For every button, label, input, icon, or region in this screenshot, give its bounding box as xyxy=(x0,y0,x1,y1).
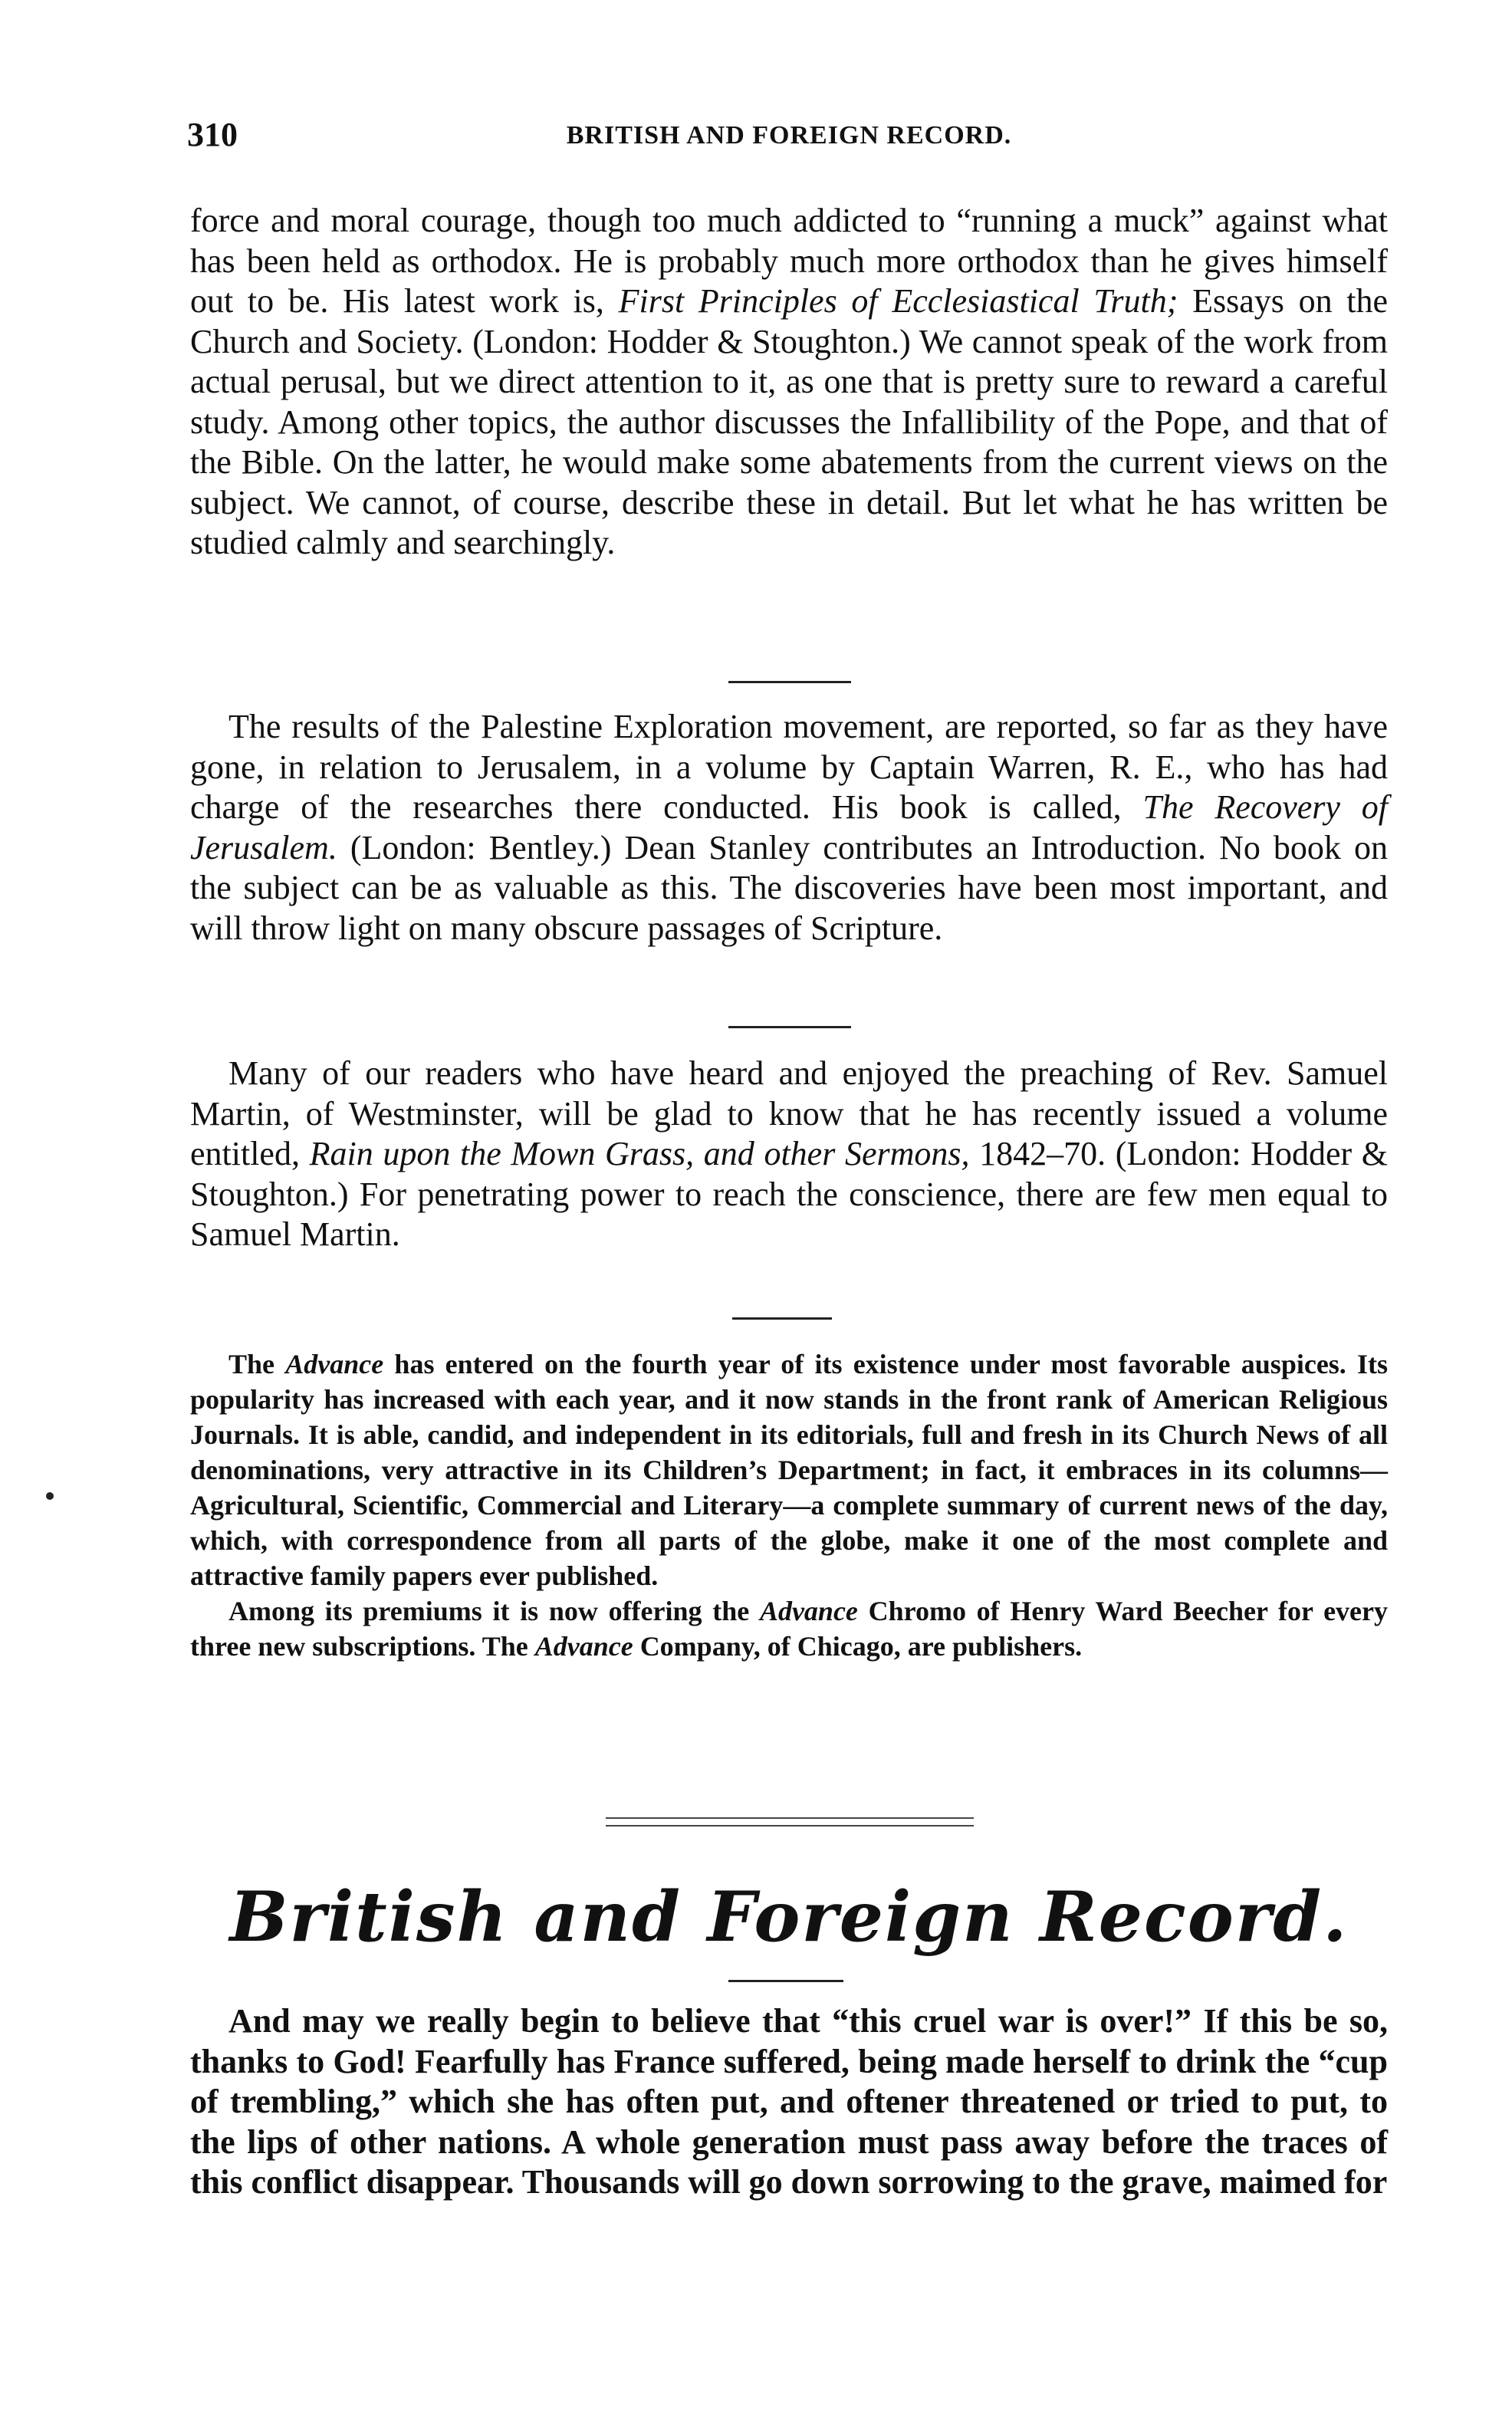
separator-rule xyxy=(728,1026,851,1028)
paragraph-text: And may we really begin to believe that “this cruel war is over!” If this be so, thanks to God! Fearfully has France suffered, being made herself to drink the “cup of trembling,” which she has often put, and oftener threatened or tried to put, to the lips of other nations. A whole generation must pass away before the traces of this conflict disappear. Thousands will go down sorrowing to the grave, maimed for xyxy=(190,2002,1388,2201)
separator-rule xyxy=(732,1317,832,1320)
separator-rule xyxy=(728,681,851,683)
advance-paragraph-1: The Advance has entered on the fourth year of its existence under most favorable auspices. Its popularity has increased with each year, and it now stands in the front rank of American Religious Journals. It is able, candid, and independent in its editorials, full and fresh in its Church News of all denominations, very attractive in its Children’s Department; in fact, it embraces in its columns—Agricultural, Scientific, Commercial and Literary—a complete summary of current news of the day, which, with correspondence from all parts of the globe, make it one of the most complete and attractive family papers ever published. xyxy=(190,1349,1389,1591)
paragraph-text: The results of the Palestine Exploration movement, are reported, so far as they have gone, in relation to Jerusalem, in a volume by Captain Warren, R. E., who has had charge of the researches there conducted. His book is called, The Recovery of Jerusalem. (London: Bentley.) Dean Stanley contributes an Introduction. No book on the subject can be as valuable as this. The discoveries have been most important, and will throw light on many obscure passages of Scripture. xyxy=(190,708,1389,947)
advance-paragraph-2: Among its premiums it is now offering the Advance Chromo of Henry Ward Beecher for every three new subscriptions. The Advance Company, of Chicago, are publishers. xyxy=(190,1596,1389,1662)
book-title: The Recovery of Jerusalem. xyxy=(190,788,1389,866)
running-head: BRITISH AND FOREIGN RECORD. xyxy=(566,121,1012,150)
paragraph-text: force and moral courage, though too much addicted to “running a muck” against what has been held as orthodox. He is probably much more orthodox than he gives himself out to be. His latest work is, First Principles of Ecclesiastical Truth; Essays on the Church and Society. (London: Hodder & Stoughton.) We cannot speak of the work from actual perusal, but we direct attention to it, as one that is pretty sure to reward a careful study. Among other topics, the author discusses the Infallibility of the Pope, and that of the Bible. On the latter, he would make some abatements from the current views on the subject. We cannot, of course, describe these in detail. But let what he has written be studied calmly and searchingly. xyxy=(190,202,1389,561)
book-title: First Principles of Ecclesiastical Truth; xyxy=(618,282,1178,320)
book-title: Rain upon the Mown Grass, and other Sermons, xyxy=(309,1135,970,1172)
paragraph-first-principles xyxy=(190,201,1388,564)
advance-notice xyxy=(190,1346,1388,1664)
page-number: 310 xyxy=(187,116,238,153)
paragraph-palestine-exploration xyxy=(190,707,1388,949)
page-header xyxy=(187,115,1391,161)
margin-mark xyxy=(46,1492,54,1500)
section-title: British and Foreign Record. xyxy=(229,1876,1349,1958)
double-rule xyxy=(606,1817,974,1827)
paragraph-war xyxy=(190,2001,1388,2203)
separator-rule xyxy=(728,1980,843,1982)
paragraph-samuel-martin xyxy=(190,1054,1388,1255)
paragraph-text: Many of our readers who have heard and enjoyed the preaching of Rev. Samuel Martin, of Westminster, will be glad to know that he has recently issued a volume entitled, Rain upon the Mown Grass, and other Sermons, 1842–70. (London: Hodder & Stoughton.) For penetrating power to reach the conscience, there are few men equal to Samuel Martin. xyxy=(190,1054,1389,1253)
